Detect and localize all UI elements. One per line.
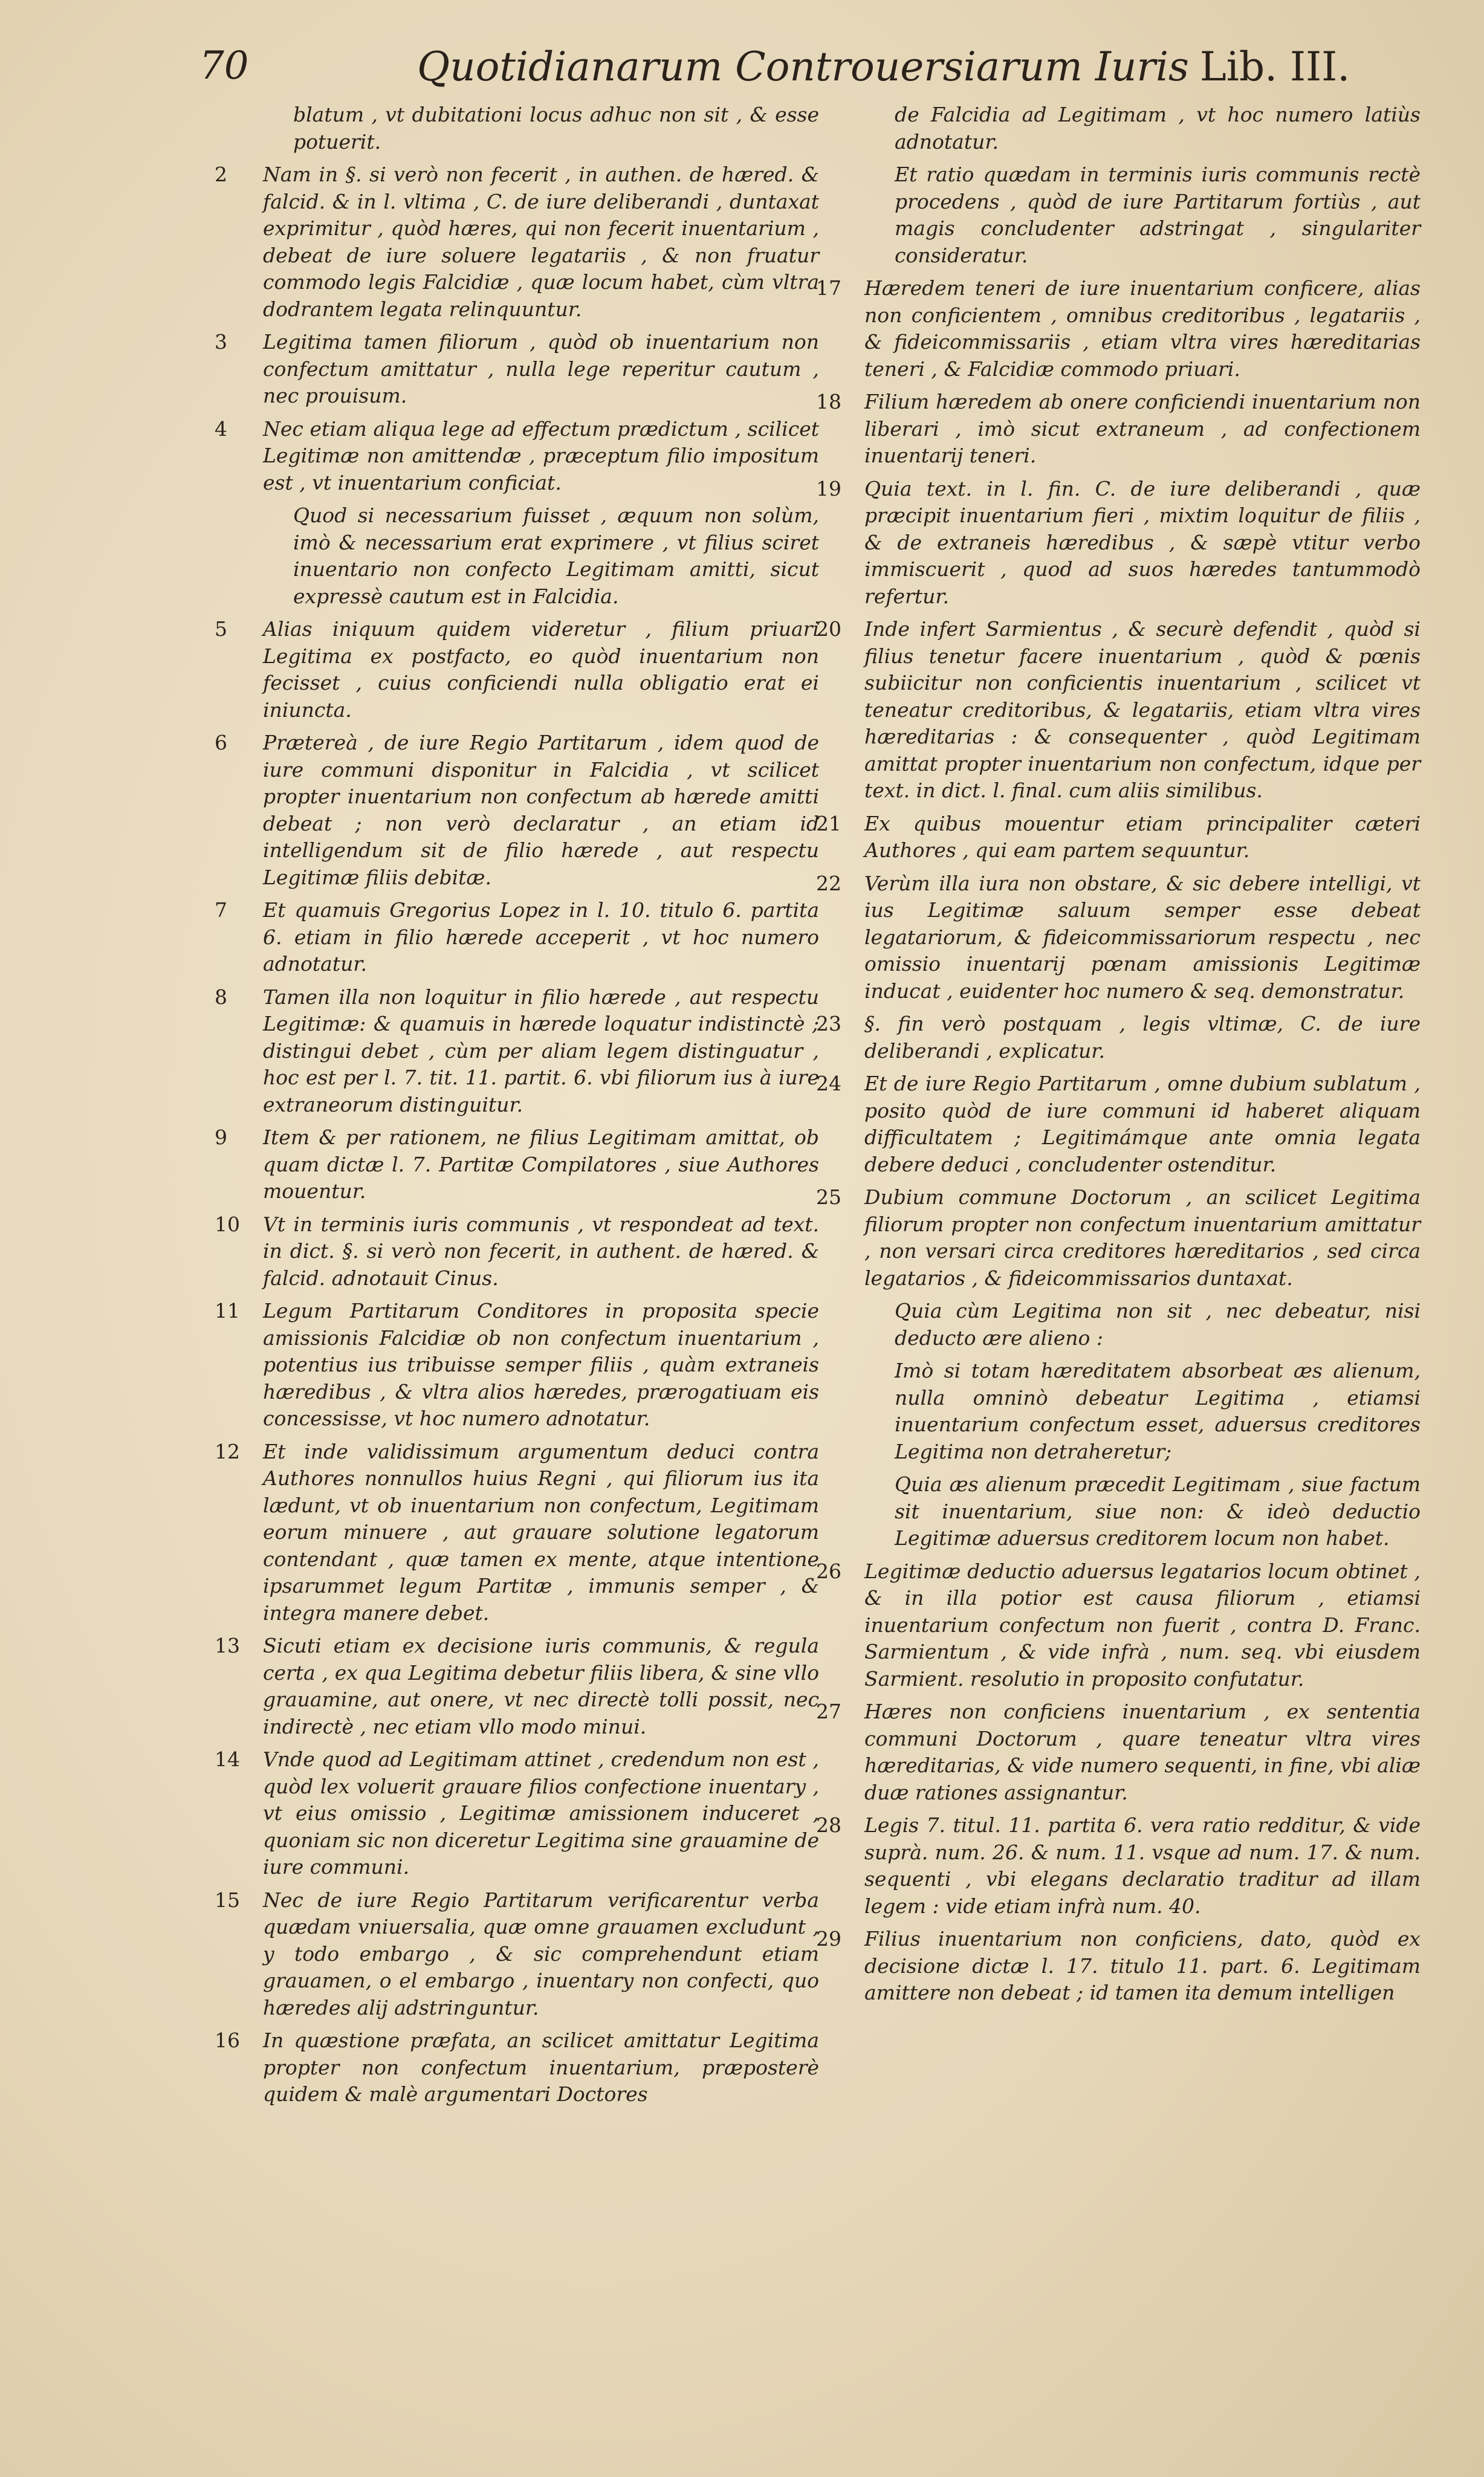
entry-text: Quia cùm Legitima non sit , nec debeatur, nisi deducto ære alieno : xyxy=(895,1299,1421,1350)
summary-entry xyxy=(816,1298,1421,1352)
summary-entry xyxy=(215,102,819,155)
summary-entry xyxy=(816,1812,1421,1920)
running-title-text: Quotidianarum Controuersiarum Iuris xyxy=(417,44,1189,90)
entry-text: Et quamuis Gregorius Lopez in l. 10. titulo 6. partita 6. etiam in filio hærede acceperit , vt hoc numero adnotatur. xyxy=(263,898,819,976)
left-column xyxy=(215,102,819,2114)
entry-number: 23 xyxy=(816,1012,841,1035)
entry-number: 15 xyxy=(215,1888,240,1912)
summary-entry xyxy=(215,416,819,497)
summary-entry xyxy=(215,984,819,1119)
summary-entry xyxy=(816,1698,1421,1806)
summary-entry xyxy=(816,1358,1421,1465)
entry-number: 8 xyxy=(215,985,227,1009)
entry-number: 19 xyxy=(816,476,841,500)
entry-number: 11 xyxy=(215,1299,240,1323)
entry-number: 13 xyxy=(215,1634,240,1657)
entry-text: Alias iniquum quidem videretur , filium priuari Legitima ex postfacto, eo quòd inuentarium non fecisset , cuius conficiendi nulla obligatio erat ei iniuncta. xyxy=(263,617,819,722)
summary-entry xyxy=(215,1887,819,2022)
summary-entry xyxy=(215,1124,819,1205)
summary-entry xyxy=(215,730,819,891)
summary-entry xyxy=(816,476,1421,610)
summary-entry xyxy=(816,275,1421,383)
entry-text: Item & per rationem, ne filius Legitimam amittat, ob quam dictæ l. 7. Partitæ Compilatores , siue Authores mouentur. xyxy=(263,1125,819,1203)
summary-entry xyxy=(816,1471,1421,1552)
entry-text: Vt in terminis iuris communis , vt respondeat ad text. in dict. §. si verò non fecerit, in authent. de hæred. & falcid. adnotauit Cinus. xyxy=(263,1212,819,1290)
entry-number: 24 xyxy=(816,1072,841,1095)
entry-number: 27 xyxy=(816,1700,841,1723)
entry-text: Filius inuentarium non conficiens, dato, quòd ex decisione dictæ l. 17. titulo 11. part. 6. Legitimam amittere non debeat ; id tamen ita demum intelligen xyxy=(864,1927,1421,2004)
entry-number: 2 xyxy=(215,163,227,186)
summary-entry xyxy=(816,1184,1421,1292)
entry-text: Nam in §. si verò non fecerit , in authen. de hæred. & falcid. & in l. vltima , C. de iure deliberandi , duntaxat exprimitur , quòd hæres, qui non fecerit inuentarium , debeat de iure soluere legatariis , & non fruatur commodo legis Falcidiæ , quæ locum habet, cùm vltra dodrantem legata relinquuntur. xyxy=(263,163,819,321)
summary-entry xyxy=(816,389,1421,470)
entry-text: Inde infert Sarmientus , & securè defendit , quòd si filius tenetur facere inuentarium , quòd & pœnis subiicitur non conficientis inuentarium , scilicet vt teneatur creditoribus, & legatariis, etiam vltra vires hæreditarias : & consequenter , quòd Legitimam amittat propter inuentarium non confectum, idque per text. in dict. l. final. cum aliis similibus. xyxy=(864,617,1421,802)
entry-number: 29 xyxy=(816,1927,841,1951)
entry-text: §. fin verò postquam , legis vltimæ, C. de iure deliberandi , explicatur. xyxy=(864,1012,1421,1063)
summary-entry xyxy=(816,1926,1421,2007)
summary-entry xyxy=(816,870,1421,1005)
entry-text: Imò si totam hæreditatem absorbeat æs alienum, nulla omninò debeatur Legitima , etiamsi inuentarium confectum esset, aduersus creditores Legitima non detraheretur; xyxy=(895,1359,1421,1463)
entry-number: 10 xyxy=(215,1212,240,1236)
entry-number: 21 xyxy=(816,811,841,835)
summary-entry xyxy=(215,1633,819,1740)
entry-number: 28 xyxy=(816,1813,841,1837)
entry-number: 3 xyxy=(215,330,227,354)
entry-text: In quæstione præfata, an scilicet amittatur Legitima propter non confectum inuentarium, præposterè quidem & malè argumentari Doctores xyxy=(263,2029,819,2106)
summary-entry xyxy=(215,2027,819,2108)
entry-text: Sicuti etiam ex decisione iuris communis, & regula certa , ex qua Legitima debetur filiis libera, & sine vllo grauamine, aut onere, vt nec directè tolli possit, nec indirectè , nec etiam vllo modo minui. xyxy=(263,1634,819,1738)
entry-text: Ex quibus mouentur etiam principaliter cæteri Authores , qui eam partem sequuntur. xyxy=(864,811,1421,862)
entry-number: 18 xyxy=(816,390,841,413)
entry-text: Et ratio quædam in terminis iuris communis rectè procedens , quòd de iure Partitarum fortiùs , aut magis concludenter adstringat , singulariter consideratur. xyxy=(895,163,1421,267)
entry-number: 14 xyxy=(215,1747,240,1771)
entry-text: Nec de iure Regio Partitarum verificarentur verba quædam vniuersalia, quæ omne grauamen excludunt , y todo embargo , & sic comprehendunt etiam grauamen, o el embargo , inuentary non confecti, quo hæredes alij adstringuntur. xyxy=(263,1888,819,2019)
summary-entry xyxy=(816,1011,1421,1064)
entry-text: Dubium commune Doctorum , an scilicet Legitima filiorum propter non confectum inuentarium amittatur , non versari circa creditores hæreditarios , sed circa legatarios , & fideicommissarios duntaxat. xyxy=(864,1185,1421,1290)
summary-entry xyxy=(215,1211,819,1292)
entry-number: 9 xyxy=(215,1125,227,1149)
summary-entry xyxy=(816,161,1421,269)
entry-text: Prætereà , de iure Regio Partitarum , idem quod de iure communi disponitur in Falcidia , vt scilicet propter inuentarium non confectum ab hærede amitti debeat ; non verò declaratur , an etiam id intelligendum sit de filio hærede , aut respectu Legitimæ filiis debitæ. xyxy=(263,731,819,889)
entry-text: de Falcidia ad Legitimam , vt hoc numero latiùs adnotatur. xyxy=(895,103,1421,154)
entry-text: Legum Partitarum Conditores in proposita specie amissionis Falcidiæ ob non confectum inuentarium , potentius ius tribuisse semper filiis , quàm extraneis hæredibus , & vltra alios hæredes, prærogatiuam eis concessisse, vt hoc numero adnotatur. xyxy=(263,1299,819,1430)
summary-entry xyxy=(215,161,819,323)
entry-text: Legis 7. titul. 11. partita 6. vera ratio redditur, & vide suprà. num. 26. & num. 11. vsque ad num. 17. & num. sequenti , vbi elegans declaratio traditur ad illam legem : vide etiam infrà num. 40. xyxy=(864,1813,1421,1918)
entry-number: 16 xyxy=(215,2029,240,2052)
entry-text: Legitima tamen filiorum , quòd ob inuentarium non confectum amittatur , nulla lege reperitur cautum , nec prouisum. xyxy=(263,330,819,407)
page-number: 70 xyxy=(199,44,249,88)
summary-entry xyxy=(215,1439,819,1627)
entry-text: Legitimæ deductio aduersus legatarios locum obtinet , & in illa potior est causa filiorum , etiamsi inuentarium confectum non fuerit , contra D. Franc. Sarmientum , & vide infrà , num. seq. vbi eiusdem Sarmient. resolutio in proposito confutatur. xyxy=(864,1559,1421,1691)
summary-entry xyxy=(816,1558,1421,1693)
entry-number: 5 xyxy=(215,617,227,641)
entry-text: Quia text. in l. fin. C. de iure deliberandi , quæ præcipit inuentarium fieri , mixtim loquitur de filiis , & de extraneis hæredibus , & sæpè vtitur verbo immiscuerit , quod ad suos hæredes tantummodò refertur. xyxy=(864,476,1421,608)
summary-entry xyxy=(215,1298,819,1433)
book-number: Lib. III. xyxy=(1199,44,1350,90)
entry-number: 17 xyxy=(816,276,841,300)
entry-text: Hæres non conficiens inuentarium , ex sententia communi Doctorum , quare teneatur vltra vires hæreditarias, & vide numero sequenti, in fine, vbi aliæ duæ rationes assignantur. xyxy=(864,1700,1421,1804)
entry-number: 7 xyxy=(215,898,227,922)
entry-number: 6 xyxy=(215,731,227,754)
summary-entry xyxy=(215,502,819,610)
entry-text: Nec etiam aliqua lege ad effectum prædictum , scilicet Legitimæ non amittendæ , præceptum filio impositum est , vt inuentarium conficiat. xyxy=(263,416,819,494)
summary-entry xyxy=(215,329,819,410)
summary-entry xyxy=(816,102,1421,155)
entry-text: Hæredem teneri de iure inuentarium conficere, alias non conficientem , omnibus creditoribus , legatariis , & fideicommissariis , etiam vltra vires hæreditarias teneri , & Falcidiæ commodo priuari. xyxy=(864,276,1421,381)
entry-text: blatum , vt dubitationi locus adhuc non sit , & esse potuerit. xyxy=(293,103,819,154)
entry-text: Tamen illa non loquitur in filio hærede , aut respectu Legitimæ: & quamuis in hærede loquatur indistinctè ; distingui debet , cùm per aliam legem distinguatur , hoc est per l. 7. tit. 11. partit. 6. vbi filiorum ius à iure extraneorum distinguitur. xyxy=(263,985,819,1116)
entry-number: 22 xyxy=(816,871,841,895)
summary-entry xyxy=(816,616,1421,805)
summary-entry xyxy=(215,1746,819,1881)
entry-number: 26 xyxy=(816,1559,841,1583)
entry-number: 20 xyxy=(816,617,841,641)
summary-entry xyxy=(816,811,1421,864)
entry-text: Et inde validissimum argumentum deduci contra Authores nonnullos huius Regni , qui filiorum ius ita lædunt, vt ob inuentarium non confectum, Legitimam eorum minuere , aut grauare solutione legatorum contendant , quæ tamen ex mente, atque intentione ipsarummet legum Partitæ , immunis semper , & integra manere debet. xyxy=(263,1439,819,1625)
running-title xyxy=(417,44,1350,90)
summary-entry xyxy=(215,616,819,724)
entry-text: Et de iure Regio Partitarum , omne dubium sublatum , posito quòd de iure communi id haberet aliquam difficultatem ; Legitimámque ante omnia legata debere deduci , concludenter ostenditur. xyxy=(864,1072,1421,1176)
entry-text: Filium hæredem ab onere conficiendi inuentarium non liberari , imò sicut extraneum , ad confectionem inuentarij teneri. xyxy=(864,390,1421,467)
entry-text: Verùm illa iura non obstare, & sic debere intelligi, vt ius Legitimæ saluum semper esse debeat legatariorum, & fideicommissariorum respectu , nec omissio inuentarij pœnam amissionis Legitimæ inducat , euidenter hoc numero & seq. demonstratur. xyxy=(864,871,1421,1003)
running-header xyxy=(199,44,1408,110)
summary-entry xyxy=(215,897,819,978)
entry-text: Quod si necessarium fuisset , æquum non solùm, imò & necessarium erat exprimere , vt filius sciret inuentario non confecto Legitimam amitti, sicut expressè cautum est in Falcidia. xyxy=(293,503,819,608)
entry-number: 4 xyxy=(215,416,227,441)
entry-number: 25 xyxy=(816,1185,841,1209)
entry-text: Quia æs alienum præcedit Legitimam , siue factum sit inuentarium, siue non: & ideò deductio Legitimæ aduersus creditorem locum non habet. xyxy=(895,1472,1421,1550)
summary-entry xyxy=(816,1070,1421,1178)
right-column xyxy=(816,102,1421,2013)
entry-number: 12 xyxy=(215,1439,240,1463)
entry-text: Vnde quod ad Legitimam attinet , credendum non est , quòd lex voluerit grauare filios confectione inuentary , vt eius omissio , Legitimæ amissionem induceret , quoniam sic non diceretur Legitima sine grauamine de iure communi. xyxy=(263,1747,819,1879)
